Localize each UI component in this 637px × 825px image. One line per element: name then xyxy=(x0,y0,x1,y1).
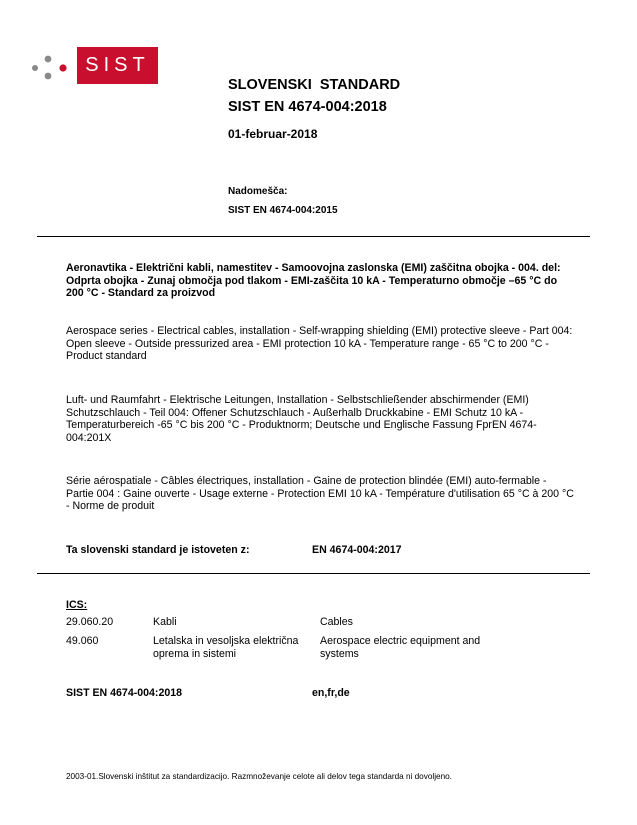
ics-code: 49.060 xyxy=(66,635,99,647)
ics-code: 29.060.20 xyxy=(66,616,114,628)
replaces-value: SIST EN 4674-004:2015 xyxy=(228,205,338,216)
title-slovenian: Aeronavtika - Električni kabli, namestitev - Samoovojna zaslonska (EMI) zaščitna obojka - 004. del: Odprta obojka - Zunaj območja pod tlakom - EMI-zaščita 10 kA - Temperaturno območje –65 °C do 200 °C - Standard za proizvod xyxy=(66,262,561,299)
title-french: Série aérospatiale - Câbles électriques, installation - Gaine de protection blindée (EMI) auto-fermable - Partie 004 : Gaine ouverte - Usage externe - Protection EMI 10 kA - Température d'utilisation 65 °C à 200 °C - Norme de produit xyxy=(66,475,574,512)
identical-label: Ta slovenski standard je istoveten z: xyxy=(66,544,250,556)
ics-description-en: Cables xyxy=(320,616,353,628)
publication-date: 01-februar-2018 xyxy=(228,127,318,141)
ics-description-sl: Letalska in vesoljska električna oprema in sistemi xyxy=(153,635,299,660)
standard-heading: SLOVENSKI STANDARD xyxy=(228,77,401,93)
ics-label: ICS: xyxy=(66,599,88,611)
divider-bottom xyxy=(37,573,590,574)
identical-value: EN 4674-004:2017 xyxy=(312,544,402,556)
footer-languages: en,fr,de xyxy=(312,687,350,699)
title-german: Luft- und Raumfahrt - Elektrische Leitungen, Installation - Selbstschließender abschirmender (EMI) Schutzschlauch - Teil 004: Offener Schutzschlauch - Außerhalb Druckkabine - EMI Schutz 10 kA - Temperaturbereich -65 °C bis 200 °C - Produktnorm; Deutsche und Englische Fassung FprEN 4674-004:201X xyxy=(66,394,537,444)
ics-row xyxy=(66,635,586,663)
divider-top xyxy=(37,236,590,237)
ics-row xyxy=(66,616,586,630)
title-english: Aerospace series - Electrical cables, installation - Self-wrapping shielding (EMI) protective sleeve - Part 004: Open sleeve - Outside pressurized area - EMI protection 10 kA - Temperature range - 65 °C to 200 °C - Product standard xyxy=(66,325,573,362)
footer-standard-number: SIST EN 4674-004:2018 xyxy=(66,687,183,699)
logo-dots-icon xyxy=(30,52,70,82)
ics-description-sl: Kabli xyxy=(153,616,177,628)
sist-logo: SIST xyxy=(77,47,158,84)
copyright-notice: 2003-01.Slovenski inštitut za standardizacijo. Razmnoževanje celote ali delov tega standarda ni dovoljeno. xyxy=(66,772,452,781)
standard-number: SIST EN 4674-004:2018 xyxy=(228,99,387,115)
replaces-label: Nadomešča: xyxy=(228,186,288,197)
ics-description-en: Aerospace electric equipment and systems xyxy=(320,635,481,660)
